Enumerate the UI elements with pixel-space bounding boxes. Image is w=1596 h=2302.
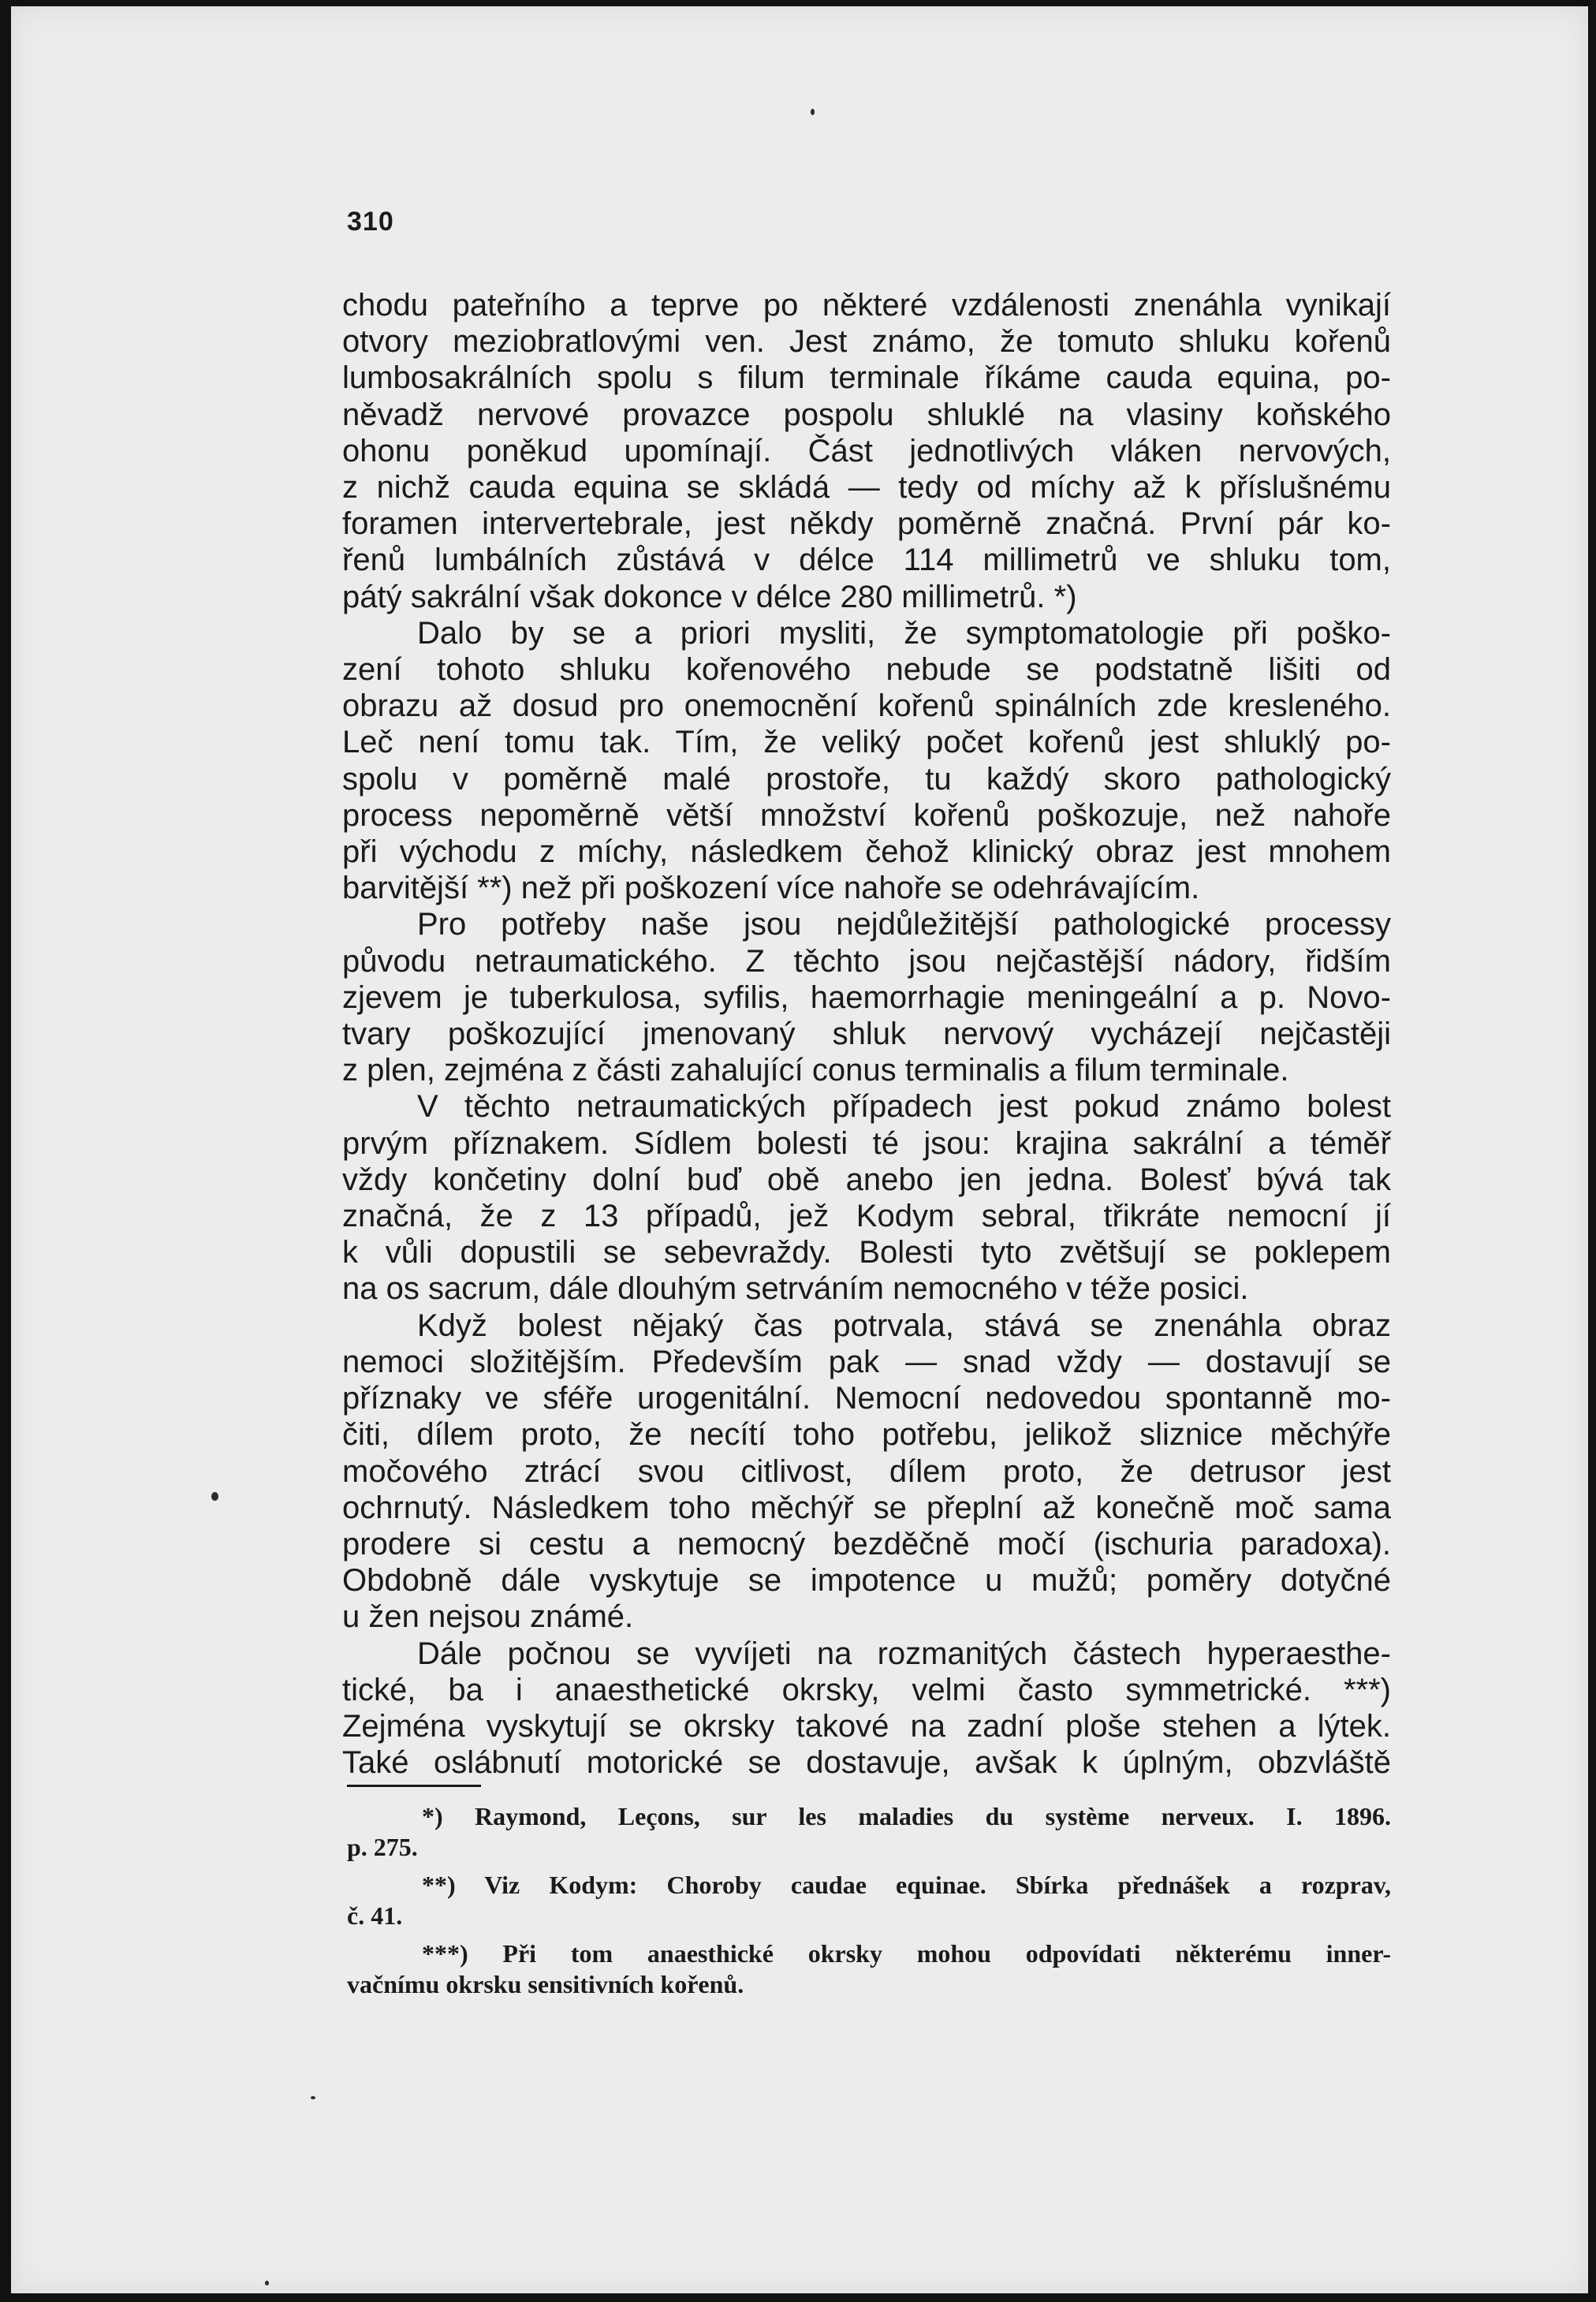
text-line: zení tohoto shluku kořenového nebude se podstatně lišiti od [342, 652, 1391, 688]
scan-speck [311, 2096, 315, 2099]
text-line: Když bolest nějaký čas potrvala, stává se znenáhla obraz [417, 1308, 1391, 1343]
text-line: na os sacrum, dále dlouhým setrváním nemocného v téže posici. [342, 1271, 1249, 1307]
text-line: lumbosakrálních spolu s filum terminale říkáme cauda equina, po- [342, 360, 1391, 396]
footnote-line: **) Viz Kodym: Choroby caudae equinae. Sbírka přednášek a rozprav, [422, 1871, 1391, 1899]
page-number: 310 [347, 207, 394, 237]
text-line: foramen intervertebrale, jest někdy poměrně značná. První pár ko- [342, 506, 1391, 542]
text-line: močového ztrácí svou citlivost, dílem proto, že detrusor jest [342, 1453, 1391, 1489]
text-line: prodere si cestu a nemocný bezděčně močí (ischuria paradoxa). [342, 1526, 1391, 1561]
footnote-divider [347, 1785, 481, 1787]
footnotes [347, 1801, 1391, 2007]
scan-speck [211, 1492, 218, 1501]
text-line: Zejména vyskytují se okrsky takové na zadní ploše stehen a lýtek. [342, 1708, 1391, 1744]
text-line: spolu v poměrně malé prostoře, tu každý skoro pathologický [342, 761, 1391, 797]
text-line: vždy končetiny dolní buď obě anebo jen jedna. Bolesť bývá tak [342, 1162, 1391, 1197]
text-line: původu netraumatického. Z těchto jsou nejčastější nádory, řidším [342, 943, 1391, 979]
text-line: tické, ba i anaesthetické okrsky, velmi často symmetrické. ***) [342, 1672, 1391, 1707]
text-line: chodu pateřního a teprve po některé vzdálenosti znenáhla vynikají [342, 288, 1391, 323]
text-line: něvadž nervové provazce pospolu shluklé na vlasiny koňského [342, 397, 1391, 432]
text-line: k vůli dopustili se sebevraždy. Bolesti tyto zvětšují se poklepem [342, 1235, 1391, 1270]
text-line: Leč není tomu tak. Tím, že veliký počet kořenů jest shluklý po- [342, 725, 1391, 760]
text-line: ohonu poněkud upomínají. Část jednotlivých vláken nervových, [342, 433, 1391, 468]
text-line: Dále počnou se vyvíjeti na rozmanitých částech hyperaesthe- [417, 1636, 1391, 1671]
text-line: pátý sakrální však dokonce v délce 280 millimetrů. *) [342, 579, 1077, 614]
text-line: prvým příznakem. Sídlem bolesti té jsou: krajina sakrální a téměř [342, 1125, 1391, 1161]
text-line: při východu z míchy, následkem čehož klinický obraz jest mnohem [342, 834, 1391, 870]
scan-speck [811, 109, 815, 115]
text-line: process nepoměrně větší množství kořenů poškozuje, než nahoře [342, 797, 1391, 833]
text-line: zjevem je tuberkulosa, syfilis, haemorrhagie meningeální a p. Novo- [342, 979, 1391, 1015]
text-line: čiti, dílem proto, že necítí toho potřebu, jelikož sliznice měchýře [342, 1417, 1391, 1453]
text-line: otvory meziobratlovými ven. Jest známo, že tomuto shluku kořenů [342, 324, 1391, 360]
footnote-line: č. 41. [347, 1901, 403, 1930]
footnote-line: vačnímu okrsku sensitivních kořenů. [347, 1970, 744, 1998]
text-line: Dalo by se a priori mysliti, že symptomatologie při poško- [417, 615, 1391, 651]
text-line: příznaky ve sféře urogenitální. Nemocní nedovedou spontanně mo- [342, 1381, 1391, 1416]
text-line: Také oslábnutí motorické se dostavuje, avšak k úplným, obzvláště [342, 1745, 1391, 1781]
text-line: tvary poškozující jmenovaný shluk nervový vycházejí nejčastěji [342, 1017, 1391, 1052]
text-line: u žen nejsou známé. [342, 1599, 634, 1635]
footnote-line: *) Raymond, Leçons, sur les maladies du système nerveux. I. 1896. [422, 1802, 1391, 1830]
text-line: z nichž cauda equina se skládá — tedy od míchy až k příslušnému [342, 470, 1391, 506]
body-text [342, 287, 1391, 1781]
text-line: z plen, zejména z části zahalující conus terminalis a filum terminale. [342, 1053, 1289, 1088]
text-line: V těchto netraumatických případech jest pokud známo bolest [417, 1089, 1391, 1125]
text-line: značná, že z 13 případů, jež Kodym sebral, třikráte nemocní jí [342, 1199, 1391, 1234]
text-line: obrazu až dosud pro onemocnění kořenů spinálních zde kresleného. [342, 688, 1391, 724]
footnote-line: ***) Při tom anaesthické okrsky mohou odpovídati některému inner- [422, 1939, 1391, 1968]
scan-speck [265, 2281, 269, 2285]
text-line: Pro potřeby naše jsou nejdůležitější pathologické processy [417, 907, 1391, 942]
text-line: barvitější **) než při poškození více nahoře se odehrávajícím. [342, 871, 1200, 906]
footnote-line: p. 275. [347, 1833, 418, 1861]
text-line: ochrnutý. Následkem toho měchýř se přeplní až konečně moč sama [342, 1490, 1391, 1525]
text-line: řenů lumbálních zůstává v délce 114 millimetrů ve shluku tom, [342, 543, 1391, 578]
text-line: nemoci složitějším. Především pak — snad vždy — dostavují se [342, 1344, 1391, 1379]
text-line: Obdobně dále vyskytuje se impotence u mužů; poměry dotyčné [342, 1563, 1391, 1599]
